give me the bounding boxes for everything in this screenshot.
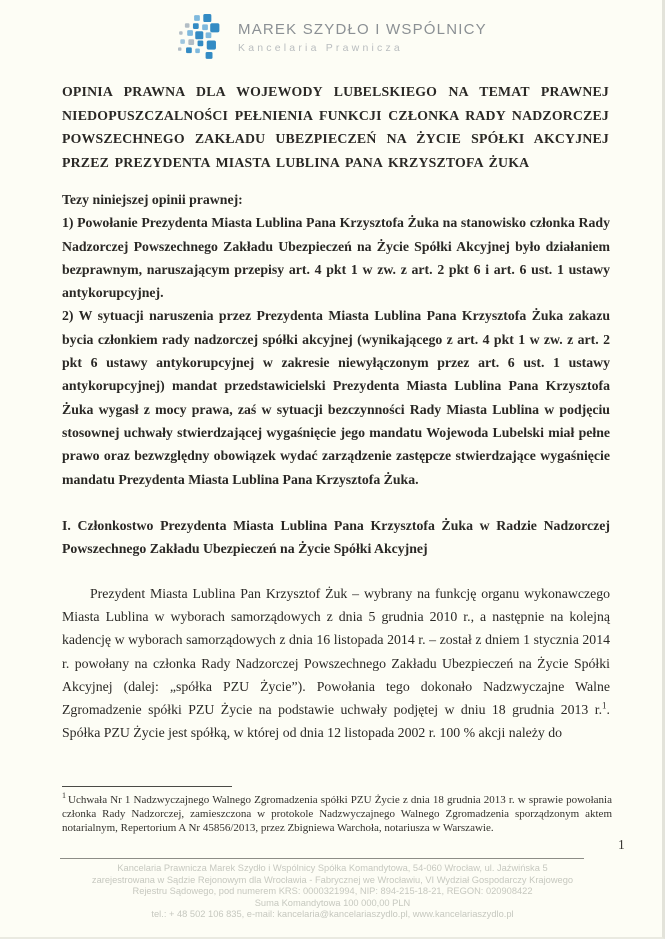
page-number: 1 [618, 837, 625, 852]
footer-address-line: Kancelaria Prawnicza Marek Szydło i Wspólnicy Spółka Komandytowa, 54-060 Wrocław, ul. Jaźwińska 5 [117, 863, 548, 873]
footer-registry-line: zarejestrowana w Sądzie Rejonowym dla Wrocławia - Fabrycznej we Wrocławiu, VI Wydział Gospodarczy Krajowego [91, 874, 574, 885]
law-firm-mosaic-logo-icon [178, 14, 224, 60]
brand-subtitle: Kancelaria Prawnicza [238, 41, 403, 54]
section-1-heading: I. Członkostwo Prezydenta Miasta Lublina Pana Krzysztofa Żuka w Radzie Nadzorczej Powszechnego Zakładu Ubezpieczeń na Życie Spółki Akcyjnej [62, 518, 610, 556]
footnote-separator-rule [62, 786, 232, 787]
footer-separator-rule [60, 858, 584, 859]
paragraph-text: Prezydent Miasta Lublina Pan Krzysztof Żuk – wybrany na funkcję organu wykonawczego Miasta Lublina w wyborach samorządowych z dnia 5 grudnia 2010 r., a następnie na kolejną kadencję w wyborach samorządowych z dnia 16 listopada 2014 r. – został z dniem 1 stycznia 2014 r. powołany na członka Rady Nadzorczej Powszechnego Zakładu Ubezpieczeń na Życie Spółki Akcyjnej (dalej: „spółka PZU Życie”). Powołania tego dokonało Nadzwyczajne Walne Zgromadzenie spółki PZU Życie na podstawie uchwały podjętej w dniu 18 grudnia 2013 r. [62, 586, 610, 718]
footer-contact-line: tel.: + 48 502 106 835, e-mail: kancelaria@kancelariaszydlo.pl, www.kancelariaszydlo.pl [151, 909, 514, 920]
paragraph-text-continued: . Spółka PZU Życie jest spółką, w której od dnia 12 listopada 2002 r. 100 % akcji należy do [62, 702, 610, 741]
opinion-title: OPINIA PRAWNA DLA WOJEWODY LUBELSKIEGO NA TEMAT PRAWNEJ NIEDOPUSZCZALNOŚCI PEŁNIENIA FUNKCJI CZŁONKA RADY NADZORCZEJ POWSZECHNEGO ZAKŁADU UBEZPIECZEŃ NA ŻYCIE SPÓŁKI AKCYJNEJ PRZEZ PREZYDENTA MIASTA LUBLINA PANA KRZYSZTOFA ŻUKA [62, 84, 609, 170]
footnote-reference: 1 [602, 700, 607, 711]
footer-capital-line: Suma Komandytowa 100 000,00 PLN [254, 897, 411, 908]
footnote-text: Uchwała Nr 1 Nadzwyczajnego Walnego Zgromadzenia spółki PZU Życie z dnia 18 grudnia 2013 r. w sprawie powołania członka Rady Nadzorczej, zamieszczona w protokole Nadzwyczajnego Walnego Zgromadzenia sporządzonym aktem notarialnym, Repertorium A Nr 45856/2013, przez Zbigniewa Warchoła, notariusza w Warszawie. [62, 794, 612, 834]
footnote-marker: 1 [62, 791, 66, 801]
footer-krs-nip-regon-line: Rejestru Sądowego, pod numerem KRS: 0000321994, NIP: 894-215-18-21, REGON: 020908422 [132, 886, 533, 897]
brand-block [238, 21, 487, 54]
footnote-1 [62, 791, 612, 835]
theses-section [62, 188, 610, 491]
theses-heading: Tezy niniejszej opinii prawnej: [62, 192, 243, 207]
section-1-paragraph [62, 582, 610, 744]
thesis-1: 1) Powołanie Prezydenta Miasta Lublina Pana Krzysztofa Żuka na stanowisko członka Rady Nadzorczej Powszechnego Zakładu Ubezpieczeń na Życie Spółki Akcyjnej było działaniem bezprawnym, naruszającym przepisy art. 4 pkt 1 w zw. z art. 2 pkt 6 i art. 6 ust. 1 ustawy antykorupcyjnej. [62, 215, 610, 301]
letterhead-footer [0, 863, 665, 921]
brand-name: MAREK SZYDŁO I WSPÓLNICY [238, 20, 487, 38]
letterhead [178, 14, 487, 60]
thesis-2: 2) W sytuacji naruszenia przez Prezydenta Miasta Lublina Pana Krzysztofa Żuka zakazu bycia członkiem rady nadzorczej spółki akcyjnej (wynikającego z art. 4 pkt 1 w zw. z art. 2 pkt 6 ustawy antykorupcyjnej w zakresie niewyłączonym przez art. 6 ust. 1 ustawy antykorupcyjnej) mandat przedstawicielski Prezydenta Miasta Lublina Pana Krzysztofa Żuka wygasł z mocy prawa, zaś w sytuacji bezczynności Rady Miasta Lublina w podjęciu stosownej uchwały stwierdzającej wygaśnięcie jego mandatu Wojewoda Lubelski miał pełne prawo oraz bezwzględny obowiązek wydać zarządzenie zastępcze stwierdzające wygaśnięcie mandatu Prezydenta Miasta Lublina Pana Krzysztofa Żuka. [62, 308, 610, 487]
